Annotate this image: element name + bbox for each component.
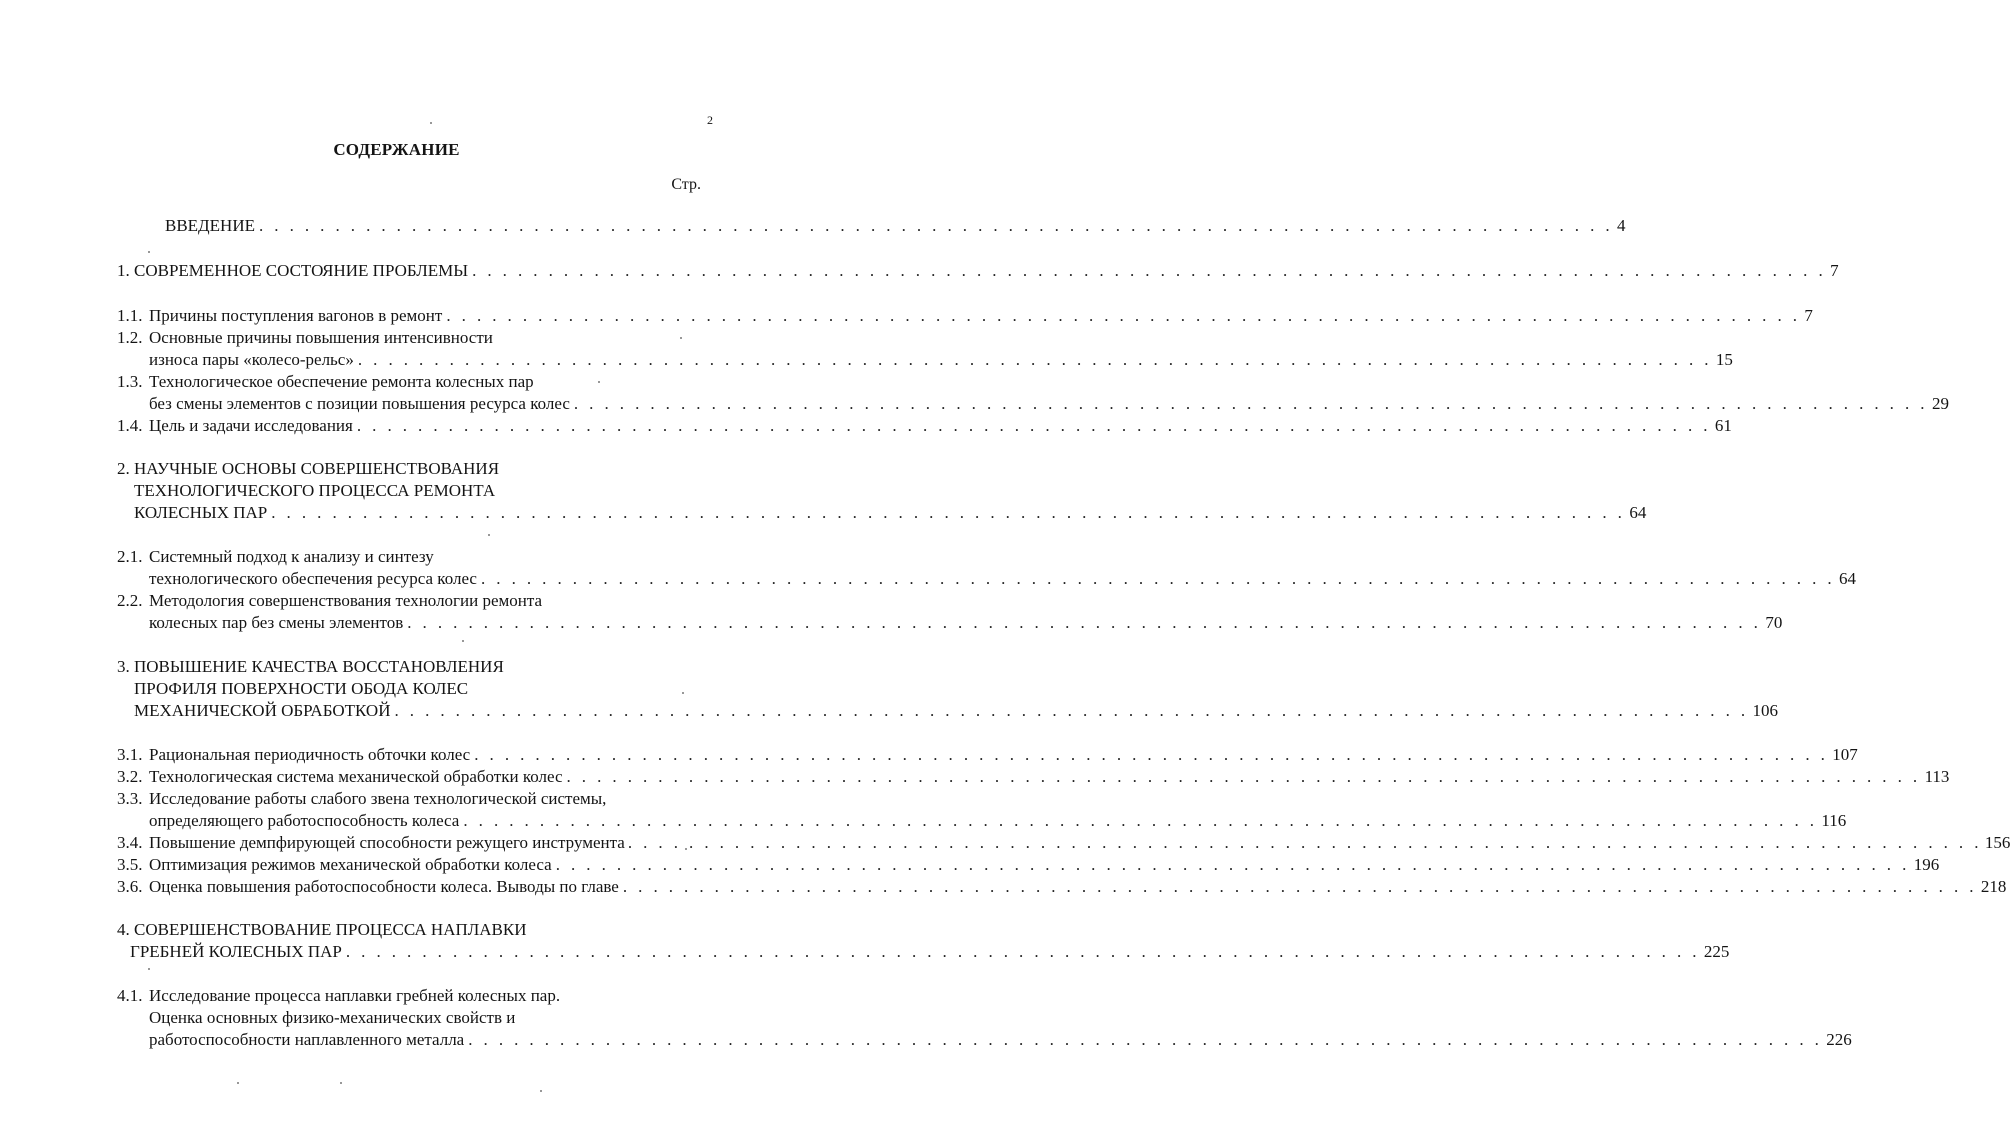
section-number: 2.2.	[117, 591, 143, 610]
toc-entry-page: 113	[1924, 767, 1950, 786]
toc-entry-text: технологического обеспечения ресурса колес	[149, 569, 477, 588]
dot-leader	[567, 767, 1921, 787]
toc-entry-page: 107	[1832, 745, 1858, 764]
toc-entry-text: Технологическое обеспечение ремонта колесных пар	[149, 372, 534, 391]
toc-entry-text: Цель и задачи исследования	[149, 416, 353, 435]
toc-entry-text: без смены элементов с позиции повышения ресурса колес	[149, 394, 570, 413]
toc-entry-page: 226	[1826, 1030, 1852, 1049]
section-number: 4.1.	[117, 986, 143, 1005]
toc-chapter-title: 2. НАУЧНЫЕ ОСНОВЫ СОВЕРШЕНСТВОВАНИЯ	[117, 459, 500, 478]
section-number: 2.1.	[117, 547, 143, 566]
toc-entry-page: 156	[1984, 833, 2010, 852]
toc-entry-page: 7	[1830, 261, 1839, 280]
toc-entry-text: Исследование работы слабого звена технологической системы,	[149, 789, 607, 808]
toc-entry-page: 116	[1821, 811, 1847, 830]
toc-entry-text: определяющего работоспособность колеса	[149, 811, 460, 830]
toc-chapter-title: 4. СОВЕРШЕНСТВОВАНИЕ ПРОЦЕССА НАПЛАВКИ	[117, 920, 527, 939]
section-number: 3.1.	[117, 745, 143, 764]
dot-leader	[481, 569, 1835, 589]
toc-entry-page: 7	[1804, 306, 1813, 325]
toc-title: СОДЕРЖАНИЕ	[333, 140, 460, 159]
page-number: 2	[707, 113, 713, 127]
toc-entry-text: Оценка повышения работоспособности колеса. Выводы по главе	[149, 877, 619, 896]
toc-chapter-title: 1. СОВРЕМЕННОЕ СОСТОЯНИЕ ПРОБЛЕМЫ	[117, 261, 469, 280]
toc-entry-page: 29	[1931, 394, 1949, 413]
dot-leader	[446, 306, 1800, 326]
toc-entry-text: Повышение демпфирующей способности режущего инструмента	[149, 833, 625, 852]
toc-entry-text: Системный подход к анализу и синтезу	[149, 547, 434, 566]
dot-leader	[346, 942, 1700, 962]
toc-chapter-1	[117, 261, 1839, 281]
dot-leader	[407, 613, 1761, 633]
toc-entry-page: 61	[1714, 416, 1732, 435]
toc-chapter-title: ПРОФИЛЯ ПОВЕРХНОСТИ ОБОДА КОЛЕС	[134, 679, 469, 698]
toc-entry-page: 4	[1617, 216, 1626, 235]
dot-leader	[623, 877, 1977, 897]
toc-entry-page: 218	[1980, 877, 2007, 896]
dot-leader	[394, 701, 1748, 721]
toc-entry-page: 70	[1765, 613, 1783, 632]
toc-entry-text: колесных пар без смены элементов	[149, 613, 404, 632]
section-number: 1.2.	[117, 328, 143, 347]
toc-entry-text: Основные причины повышения интенсивности	[149, 328, 493, 347]
toc-entry-text: работоспособности наплавленного металла	[149, 1030, 465, 1049]
section-number: 1.1.	[117, 306, 143, 325]
dot-leader	[628, 833, 1982, 853]
dot-leader	[259, 216, 1613, 236]
dot-leader	[574, 394, 1928, 414]
toc-chapter-title: МЕХАНИЧЕСКОЙ ОБРАБОТКОЙ	[134, 701, 391, 720]
toc-chapter-title: КОЛЕСНЫХ ПАР	[134, 503, 268, 522]
section-number: 1.3.	[117, 372, 143, 391]
toc-entry-text: Рациональная периодичность обточки колес	[149, 745, 471, 764]
section-number: 3.3.	[117, 789, 143, 808]
section-number: 3.4.	[117, 833, 143, 852]
toc-entry-text: Оценка основных физико-механических свойств и	[149, 1008, 516, 1027]
section-number: 3.5.	[117, 855, 143, 874]
page-column-label: Стр.	[671, 176, 701, 193]
toc-entry-text: Причины поступления вагонов в ремонт	[149, 306, 443, 325]
toc-chapter-title: ТЕХНОЛОГИЧЕСКОГО ПРОЦЕССА РЕМОНТА	[134, 481, 496, 500]
toc-entry-text: ВВЕДЕНИЕ	[165, 216, 255, 235]
dot-leader	[472, 261, 1826, 281]
toc-entry-intro	[165, 216, 1626, 236]
toc-entry-page: 64	[1839, 569, 1857, 588]
toc-chapter-title: ГРЕБНЕЙ КОЛЕСНЫХ ПАР	[130, 942, 342, 961]
dot-leader	[357, 416, 1711, 436]
dot-leader	[556, 855, 1910, 875]
toc-entry-page: 196	[1913, 855, 1940, 874]
toc-entry-page: 15	[1715, 350, 1733, 369]
section-number: 3.2.	[117, 767, 143, 786]
dot-leader	[271, 503, 1625, 523]
dot-leader	[463, 811, 1817, 831]
toc-entry-page: 225	[1703, 942, 1730, 961]
toc-entry-text: Исследование процесса наплавки гребней колесных пар.	[149, 986, 561, 1005]
toc-chapter-title: 3. ПОВЫШЕНИЕ КАЧЕСТВА ВОССТАНОВЛЕНИЯ	[117, 657, 504, 676]
toc-entry-page: 64	[1629, 503, 1647, 522]
section-number: 3.6.	[117, 877, 143, 896]
toc-entry-text: Технологическая система механической обработки колес	[149, 767, 563, 786]
dot-leader	[468, 1030, 1822, 1050]
toc-entry-text: износа пары «колесо-рельс»	[149, 350, 354, 369]
toc-entry-page: 106	[1752, 701, 1779, 720]
section-number: 1.4.	[117, 416, 143, 435]
toc-entry-text: Методология совершенствования технологии ремонта	[149, 591, 543, 610]
dot-leader	[358, 350, 1712, 370]
dot-leader	[474, 745, 1828, 765]
toc-entry-text: Оптимизация режимов механической обработки колеса	[149, 855, 552, 874]
